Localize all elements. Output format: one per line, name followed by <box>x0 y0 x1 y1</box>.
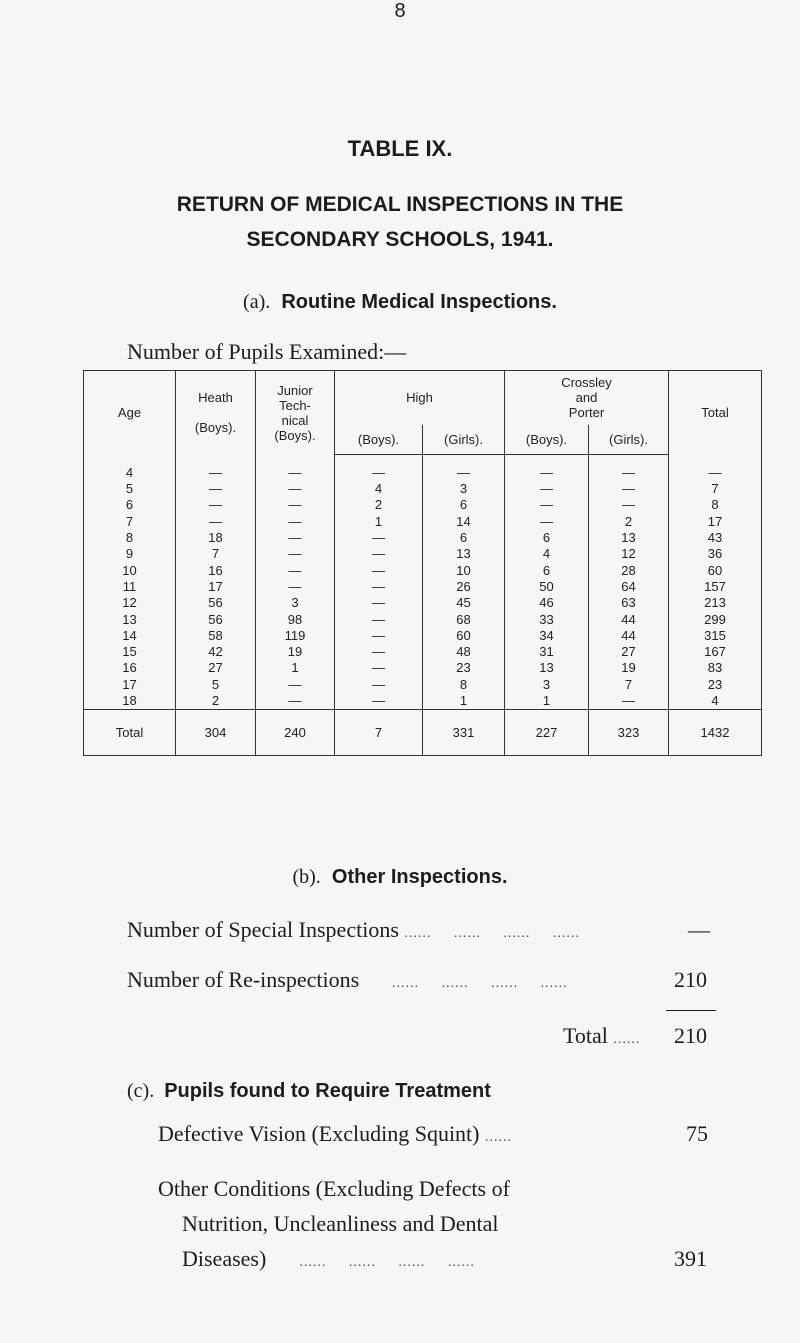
count-cell: 12 <box>589 546 669 562</box>
section-b-heading <box>0 866 800 889</box>
count-cell: — <box>256 693 335 710</box>
table-row <box>84 611 762 627</box>
count-cell: 4 <box>669 693 762 710</box>
sum-rule <box>666 1010 716 1011</box>
count-cell: 60 <box>669 562 762 578</box>
count-cell: — <box>505 497 589 513</box>
table-row <box>84 514 762 530</box>
count-cell: 42 <box>176 644 256 660</box>
other-conditions-line-3: Diseases) ...... ...... ...... ...... <box>182 1246 475 1271</box>
count-cell: 33 <box>505 611 589 627</box>
count-cell: 1 <box>423 693 505 710</box>
header-cp-boys: (Boys). <box>505 425 589 455</box>
count-cell: 4 <box>335 481 423 497</box>
count-cell: — <box>335 660 423 676</box>
count-cell: 34 <box>505 628 589 644</box>
count-cell: 43 <box>669 530 762 546</box>
table-row <box>84 455 762 482</box>
count-cell: — <box>423 455 505 482</box>
total-high-girls: 331 <box>423 709 505 755</box>
count-cell: 7 <box>589 677 669 693</box>
table-row <box>84 497 762 513</box>
count-cell: 56 <box>176 611 256 627</box>
count-cell: — <box>335 595 423 611</box>
count-cell: 83 <box>669 660 762 676</box>
table-row <box>84 595 762 611</box>
total-junior: 240 <box>256 709 335 755</box>
count-cell: — <box>335 562 423 578</box>
count-cell: 60 <box>423 628 505 644</box>
count-cell: — <box>505 455 589 482</box>
age-cell: 16 <box>84 660 176 676</box>
count-cell: 2 <box>589 514 669 530</box>
total-high-boys: 7 <box>335 709 423 755</box>
count-cell: 23 <box>423 660 505 676</box>
count-cell: — <box>176 481 256 497</box>
count-cell: 19 <box>256 644 335 660</box>
count-cell: 19 <box>589 660 669 676</box>
table-row <box>84 530 762 546</box>
count-cell: 17 <box>669 514 762 530</box>
count-cell: 36 <box>669 546 762 562</box>
age-cell: 13 <box>84 611 176 627</box>
other-conditions-line-2: Nutrition, Uncleanliness and Dental <box>182 1211 499 1236</box>
count-cell: 299 <box>669 611 762 627</box>
special-inspections-label: Number of Special Inspections ...... ...... ...... ...... <box>127 917 580 942</box>
age-cell: 15 <box>84 644 176 660</box>
count-cell: — <box>256 562 335 578</box>
count-cell: — <box>335 455 423 482</box>
intro-text: Number of Pupils Examined:— <box>127 339 407 364</box>
table-row <box>84 693 762 710</box>
table-row <box>84 546 762 562</box>
other-conditions-value: 391 <box>674 1246 707 1271</box>
age-cell: 17 <box>84 677 176 693</box>
count-cell: 8 <box>423 677 505 693</box>
count-cell: 63 <box>589 595 669 611</box>
table-row <box>84 579 762 595</box>
inspection-table <box>83 370 762 756</box>
title-line-2: SECONDARY SCHOOLS, 1941. <box>246 228 554 251</box>
count-cell: 5 <box>176 677 256 693</box>
count-cell: — <box>335 693 423 710</box>
count-cell: — <box>256 497 335 513</box>
age-cell: 9 <box>84 546 176 562</box>
age-cell: 14 <box>84 628 176 644</box>
count-cell: — <box>256 514 335 530</box>
count-cell: 6 <box>505 562 589 578</box>
total-value: 210 <box>674 1023 707 1048</box>
count-cell: 119 <box>256 628 335 644</box>
count-cell: 16 <box>176 562 256 578</box>
count-cell: 44 <box>589 611 669 627</box>
count-cell: 28 <box>589 562 669 578</box>
age-cell: 8 <box>84 530 176 546</box>
count-cell: — <box>589 693 669 710</box>
defective-vision-value: 75 <box>686 1121 708 1146</box>
count-cell: — <box>335 628 423 644</box>
count-cell: 3 <box>505 677 589 693</box>
count-cell: 14 <box>423 514 505 530</box>
count-cell: — <box>335 644 423 660</box>
count-cell: 3 <box>256 595 335 611</box>
age-cell: 4 <box>84 455 176 482</box>
special-inspections-value: — <box>688 917 710 942</box>
count-cell: 56 <box>176 595 256 611</box>
count-cell: 27 <box>176 660 256 676</box>
table-label: TABLE IX. <box>347 136 453 161</box>
count-cell: — <box>256 455 335 482</box>
age-cell: 12 <box>84 595 176 611</box>
count-cell: 31 <box>505 644 589 660</box>
count-cell: — <box>589 455 669 482</box>
count-cell: 7 <box>176 546 256 562</box>
header-high-girls: (Girls). <box>423 425 505 455</box>
page-number: 8 <box>394 0 406 22</box>
count-cell: 48 <box>423 644 505 660</box>
count-cell: — <box>176 497 256 513</box>
section-b-label: (b). <box>292 866 321 888</box>
count-cell: 4 <box>505 546 589 562</box>
count-cell: — <box>589 481 669 497</box>
header-high: High <box>335 371 505 425</box>
count-cell: 44 <box>589 628 669 644</box>
age-cell: 5 <box>84 481 176 497</box>
total-row-label: Total <box>84 709 176 755</box>
count-cell: — <box>176 455 256 482</box>
count-cell: 213 <box>669 595 762 611</box>
count-cell: — <box>335 546 423 562</box>
count-cell: 157 <box>669 579 762 595</box>
defective-vision-label: Defective Vision (Excluding Squint) ...... <box>158 1121 512 1146</box>
section-a-title: Routine Medical Inspections. <box>281 291 557 313</box>
count-cell: — <box>335 579 423 595</box>
count-cell: 18 <box>176 530 256 546</box>
count-cell: — <box>589 497 669 513</box>
count-cell: 7 <box>669 481 762 497</box>
count-cell: 50 <box>505 579 589 595</box>
table-row <box>84 660 762 676</box>
count-cell: 58 <box>176 628 256 644</box>
section-c-title: Pupils found to Require Treatment <box>164 1080 491 1102</box>
total-label: Total ...... <box>563 1023 641 1048</box>
table-row <box>84 562 762 578</box>
reinspections-label: Number of Re-inspections ...... ...... ...... ...... <box>127 967 568 992</box>
header-high-boys: (Boys). <box>335 425 423 455</box>
count-cell: — <box>256 530 335 546</box>
total-cp-boys: 227 <box>505 709 589 755</box>
count-cell: — <box>335 611 423 627</box>
reinspections-value: 210 <box>674 967 707 992</box>
count-cell: 46 <box>505 595 589 611</box>
count-cell: 13 <box>423 546 505 562</box>
section-a-heading <box>0 291 800 314</box>
count-cell: 27 <box>589 644 669 660</box>
table-row <box>84 677 762 693</box>
count-cell: — <box>176 514 256 530</box>
count-cell: 1 <box>256 660 335 676</box>
table-row <box>84 644 762 660</box>
count-cell: 45 <box>423 595 505 611</box>
count-cell: — <box>335 530 423 546</box>
age-cell: 10 <box>84 562 176 578</box>
total-cp-girls: 323 <box>589 709 669 755</box>
age-cell: 7 <box>84 514 176 530</box>
header-age: Age <box>84 371 176 455</box>
count-cell: — <box>505 514 589 530</box>
count-cell: 10 <box>423 562 505 578</box>
title-line-1: RETURN OF MEDICAL INSPECTIONS IN THE <box>176 193 624 216</box>
count-cell: — <box>256 677 335 693</box>
section-c-heading <box>127 1080 491 1103</box>
section-c-label: (c). <box>127 1080 155 1102</box>
count-cell: 13 <box>589 530 669 546</box>
age-cell: 6 <box>84 497 176 513</box>
section-a-label: (a). <box>243 291 271 313</box>
count-cell: — <box>669 455 762 482</box>
count-cell: 6 <box>423 530 505 546</box>
count-cell: 64 <box>589 579 669 595</box>
table-row <box>84 628 762 644</box>
count-cell: 315 <box>669 628 762 644</box>
count-cell: — <box>256 546 335 562</box>
age-cell: 11 <box>84 579 176 595</box>
count-cell: 2 <box>176 693 256 710</box>
count-cell: 17 <box>176 579 256 595</box>
header-heath: Heath (Boys). <box>176 371 256 455</box>
count-cell: 1 <box>335 514 423 530</box>
count-cell: 6 <box>423 497 505 513</box>
total-heath: 304 <box>176 709 256 755</box>
header-total: Total <box>669 371 762 455</box>
total-grand: 1432 <box>669 709 762 755</box>
age-cell: 18 <box>84 693 176 710</box>
count-cell: 1 <box>505 693 589 710</box>
count-cell: — <box>256 481 335 497</box>
count-cell: 6 <box>505 530 589 546</box>
section-b-title: Other Inspections. <box>331 866 508 888</box>
table-row <box>84 481 762 497</box>
count-cell: — <box>505 481 589 497</box>
count-cell: 23 <box>669 677 762 693</box>
header-cp-girls: (Girls). <box>589 425 669 455</box>
other-conditions-line-1: Other Conditions (Excluding Defects of <box>158 1176 510 1201</box>
count-cell: — <box>335 677 423 693</box>
count-cell: 167 <box>669 644 762 660</box>
count-cell: 68 <box>423 611 505 627</box>
header-crossley-porter: Crossley and Porter <box>505 371 669 425</box>
count-cell: 26 <box>423 579 505 595</box>
header-junior-technical: Junior Tech- nical (Boys). <box>256 371 335 455</box>
count-cell: 3 <box>423 481 505 497</box>
count-cell: 2 <box>335 497 423 513</box>
count-cell: 98 <box>256 611 335 627</box>
count-cell: 8 <box>669 497 762 513</box>
count-cell: 13 <box>505 660 589 676</box>
count-cell: — <box>256 579 335 595</box>
